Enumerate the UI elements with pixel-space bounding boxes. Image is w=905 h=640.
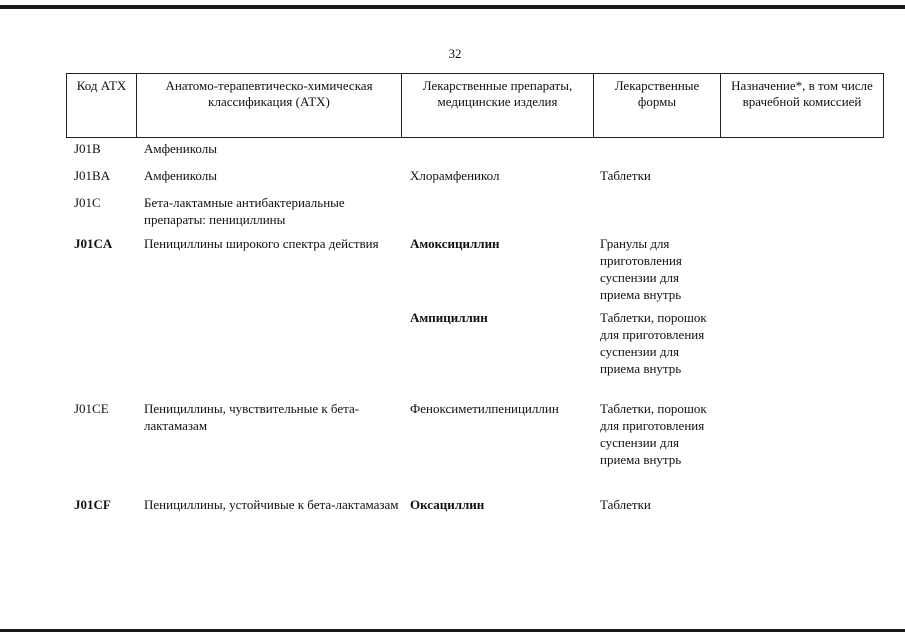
drug-name: Хлорамфеникол: [410, 168, 500, 183]
drug-name: Ампициллин: [410, 310, 488, 325]
top-rule: [0, 5, 905, 9]
atc-classification: Пенициллины, устойчивые к бета-лактамазам: [144, 497, 399, 512]
atc-code: J01B: [74, 141, 101, 156]
column-header-purpose: Назначение*, в том числе врачебной комиссией: [721, 74, 884, 138]
table-header: [66, 73, 884, 138]
dosage-form: Гранулы для приготовления суспензии для приема внутрь: [600, 236, 682, 302]
column-header-classification: Анатомо-терапевтическо-химическая классификация (АТХ): [137, 74, 402, 138]
atc-code: J01C: [74, 195, 101, 210]
page-number: 32: [448, 46, 462, 61]
dosage-form: Таблетки: [600, 497, 651, 512]
dosage-form: Таблетки: [600, 168, 651, 183]
atc-classification: Пенициллины, чувствительные к бета-лактамазам: [144, 401, 360, 433]
column-header-forms: Лекарственные формы: [594, 74, 721, 138]
atc-code: J01BA: [74, 168, 111, 183]
dosage-form: Таблетки, порошок для приготовления суспензии для приема внутрь: [600, 310, 707, 376]
drug-name: Амоксициллин: [410, 236, 500, 251]
atc-code: J01CE: [74, 401, 109, 416]
atc-classification: Бета-лактамные антибактериальные препараты: пенициллины: [144, 195, 345, 227]
atc-classification: Амфениколы: [144, 168, 217, 183]
dosage-form: Таблетки, порошок для приготовления суспензии для приема внутрь: [600, 401, 707, 467]
atc-code: J01CA: [74, 236, 113, 251]
column-header-drugs: Лекарственные препараты, медицинские изделия: [402, 74, 594, 138]
bottom-rule: [0, 629, 905, 632]
drug-name: Феноксиметилпенициллин: [410, 401, 559, 416]
column-header-code: Код АТХ: [67, 74, 137, 138]
drug-name: Оксациллин: [410, 497, 485, 512]
atc-classification: Пенициллины широкого спектра действия: [144, 236, 379, 251]
atc-code: J01CF: [74, 497, 111, 512]
atc-classification: Амфениколы: [144, 141, 217, 156]
